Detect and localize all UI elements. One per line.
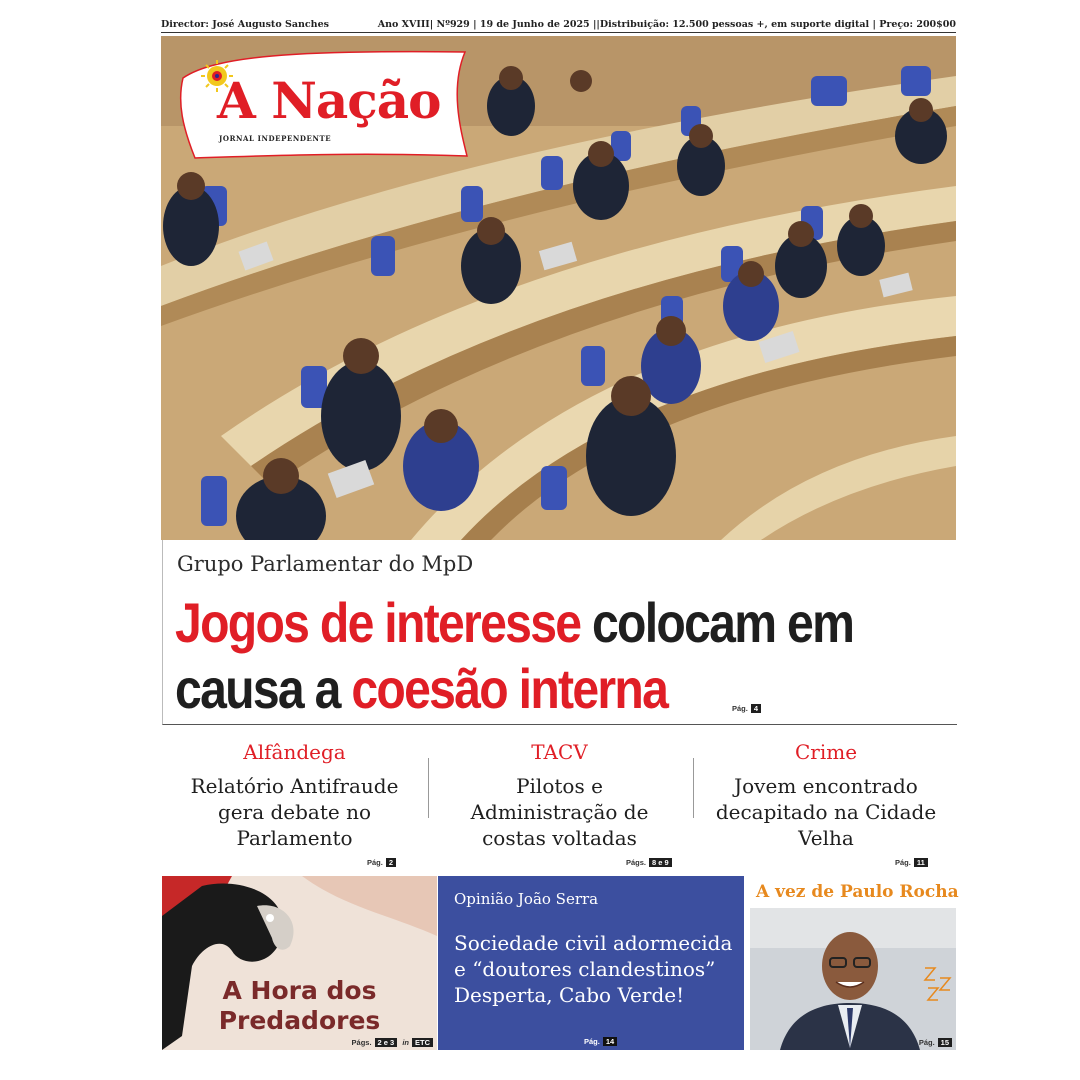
promo-predadores[interactable] <box>162 876 437 1050</box>
page-label: Pág. <box>895 858 911 867</box>
story-category: Crime <box>794 740 858 764</box>
promo-title-line2: Predadores <box>218 1006 381 1035</box>
headline-text-2: causa a <box>175 657 352 720</box>
headline-highlight-1: Jogos de interesse <box>175 591 581 654</box>
page-label: Págs. <box>351 1038 372 1047</box>
page-number: 14 <box>603 1037 617 1046</box>
profile-title: A vez de Paulo Rocha <box>756 882 959 902</box>
masthead-line <box>161 18 956 33</box>
page-number: 11 <box>914 858 928 867</box>
page-number: 2 <box>386 858 396 867</box>
portrait-illustration <box>750 908 956 1050</box>
page-number: 8 e 9 <box>649 858 672 867</box>
page-label: Pág. <box>918 1038 935 1047</box>
lead-page-ref <box>732 704 761 713</box>
story-title: Jovem encontrado decapitado na Cidade Velha <box>715 774 937 850</box>
story-page-ref <box>895 858 928 867</box>
edition-info: Ano XVIII| Nº929 | 19 de Junho de 2025 ||Distribuição: 12.500 pessoas +, em suporte digital | Preço: 200$00 <box>377 19 956 30</box>
story-crime[interactable] <box>707 725 945 873</box>
lead-story[interactable] <box>162 540 957 725</box>
column-divider <box>693 758 694 818</box>
story-category: Alfândega <box>243 740 346 764</box>
story-page-ref <box>367 858 396 867</box>
headline-highlight-2: coesão interna <box>351 657 668 720</box>
profile-box[interactable] <box>750 876 959 1050</box>
logo-name: A Nação <box>217 71 441 130</box>
profile-page-ref <box>919 1038 952 1047</box>
profile-photo <box>750 908 956 1050</box>
column-divider <box>428 758 429 818</box>
page-number: 2 e 3 <box>375 1038 398 1047</box>
logo-tagline: JORNAL INDEPENDENTE <box>219 134 332 143</box>
in-label: in <box>402 1038 409 1047</box>
opinion-title: Sociedade civil adormecida e “doutores clandestinos” Desperta, Cabo Verde! <box>454 931 733 1007</box>
page-label: Pág. <box>732 704 748 713</box>
story-page-ref <box>626 858 672 867</box>
opinion-page-ref <box>584 1037 617 1046</box>
newspaper-logo[interactable] <box>175 48 475 160</box>
page-number: 4 <box>751 704 761 713</box>
promo-title <box>162 976 437 1036</box>
story-title: Relatório Antifraude gera debate no Parlamento <box>190 774 399 850</box>
story-columns <box>162 725 956 873</box>
promo-page-ref <box>352 1038 433 1047</box>
page-number: 15 <box>938 1038 952 1047</box>
story-alfandega[interactable] <box>172 725 417 873</box>
headline-text-1: colocam em <box>580 591 854 654</box>
lead-kicker: Grupo Parlamentar do MpD <box>177 552 474 576</box>
page-label: Pág. <box>367 858 383 867</box>
story-title: Pilotos e Administração de costas voltadas <box>470 774 649 850</box>
story-category: TACV <box>531 740 588 764</box>
opinion-kicker: Opinião João Serra <box>454 890 599 908</box>
opinion-box[interactable] <box>438 876 744 1050</box>
lead-headline[interactable] <box>175 590 854 722</box>
promo-title-line1: A Hora dos <box>222 976 377 1005</box>
page-label: Págs. <box>626 858 647 867</box>
page-label: Pág. <box>584 1037 600 1046</box>
supplement-name: ETC <box>412 1038 433 1047</box>
director-credit: Director: José Augusto Sanches <box>161 19 329 30</box>
story-tacv[interactable] <box>442 725 677 873</box>
